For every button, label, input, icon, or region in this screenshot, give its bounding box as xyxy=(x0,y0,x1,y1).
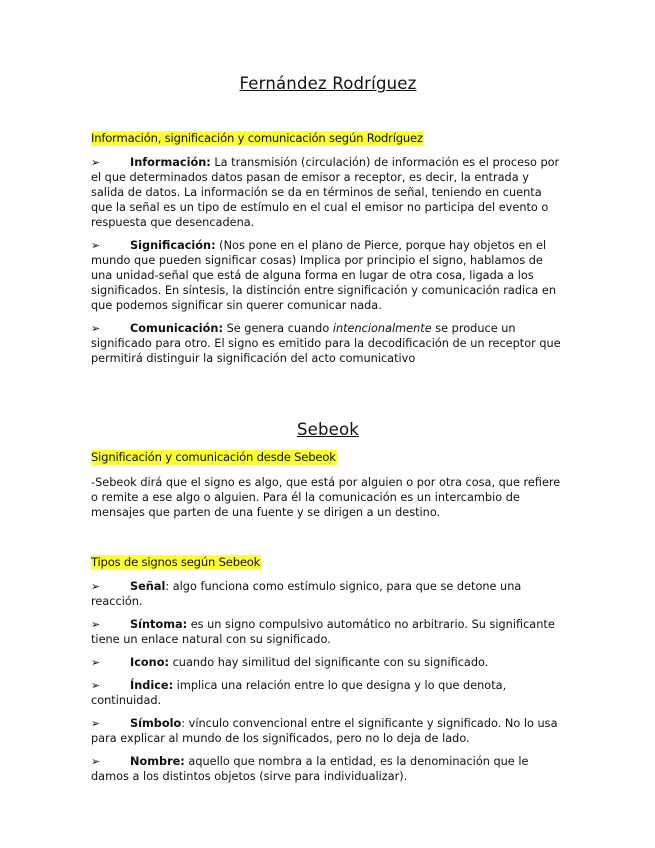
document-content xyxy=(91,0,565,784)
term-label: Señal xyxy=(130,580,166,593)
bullet-arrow-icon: ➢ xyxy=(91,656,101,669)
term-label: Información: xyxy=(130,156,211,169)
list-item-comunicacion xyxy=(91,321,565,366)
list-item-indice xyxy=(91,678,565,708)
sebeok-paragraph: -Sebeok dirá que el signo es algo, que está por alguien o por otra cosa, que refiere o remite a ese algo o alguien. Para él la comunicación es un intercambio de mensajes que parten de una fuente y se dirigen a un destino. xyxy=(91,476,561,519)
highlighted-text: Significación y comunicación desde Sebeok xyxy=(91,450,336,464)
term-description: (Nos pone en el plano de Pierce, porque hay objetos en el mundo que pueden significar cosas) Implica por principio el signo, hablamos de una unidad-señal que está de alguna forma en lugar de otra cosa, ligada a los significados. En síntesis, la distinción entre significación y comunicación radica en que podemos significar sin querer comunicar nada. xyxy=(91,239,556,312)
bullet-arrow-icon: ➢ xyxy=(91,679,101,692)
term-description: cuando hay similitud del significante con su significado. xyxy=(168,656,489,669)
term-description: La transmisión (circulación) de información es el proceso por el que determinados datos pasan de emisor a receptor, es decir, la entrada y salida de datos. La información se da en términos de señal, teniendo en cuenta que la señal es un tipo de estímulo en el cual el emisor no participa del evento o respuesta que desencadena. xyxy=(91,156,560,229)
list-item-icono xyxy=(91,655,565,670)
term-description: implica una relación entre lo que designa y lo que denota, continuidad. xyxy=(91,679,507,707)
highlight-heading-rodriguez xyxy=(91,127,565,146)
highlighted-text: Información, significación y comunicación según Rodríguez xyxy=(91,131,423,145)
term-label: Símbolo xyxy=(130,717,182,730)
term-description: : vínculo convencional entre el significante y significado. No lo usa para explicar al mundo de los significados, pero no lo deja de lado. xyxy=(91,717,558,745)
bullet-arrow-icon: ➢ xyxy=(91,322,101,335)
term-description: : algo funciona como estímulo signico, para que se detone una reacción. xyxy=(91,580,522,608)
term-label: Comunicación: xyxy=(130,322,223,335)
bullet-arrow-icon: ➢ xyxy=(91,618,101,631)
bullet-arrow-icon: ➢ xyxy=(91,239,101,252)
list-item-sintoma xyxy=(91,617,565,647)
section-title-sebeok: Sebeok xyxy=(296,420,360,439)
term-label: Significación: xyxy=(130,239,216,252)
highlighted-text: Tipos de signos según Sebeok xyxy=(91,555,261,569)
term-description-italic: intencionalmente xyxy=(332,322,432,335)
list-item-informacion xyxy=(91,155,565,230)
term-description-b: se produce un significado para otro. El signo es emitido para la decodificación de un receptor que permitirá distinguir la significación del acto comunicativo xyxy=(91,322,561,365)
bullet-arrow-icon: ➢ xyxy=(91,755,101,768)
term-label: Índice: xyxy=(130,679,174,692)
section-title-fernandez: Fernández Rodríguez xyxy=(239,74,417,93)
term-label: Síntoma: xyxy=(130,618,188,631)
term-description-a: Se genera cuando xyxy=(223,322,333,335)
term-description: es un signo compulsivo automático no arbitrario. Su significante tiene un enlace natural con su significado. xyxy=(91,618,555,646)
bullet-arrow-icon: ➢ xyxy=(91,717,101,730)
highlight-heading-sebeok xyxy=(91,446,565,465)
term-description: aquello que nombra a la entidad, es la denominación que le damos a los distintos objetos (sirve para individualizar). xyxy=(91,755,529,783)
list-item-simbolo xyxy=(91,716,565,746)
bullet-arrow-icon: ➢ xyxy=(91,580,101,593)
bullet-arrow-icon: ➢ xyxy=(91,156,101,169)
list-item-senal xyxy=(91,579,565,609)
list-item-nombre xyxy=(91,754,565,784)
highlight-heading-tipos xyxy=(91,551,565,570)
term-label: Nombre: xyxy=(130,755,185,768)
list-item-significacion xyxy=(91,238,565,313)
term-label: Icono: xyxy=(130,656,169,669)
